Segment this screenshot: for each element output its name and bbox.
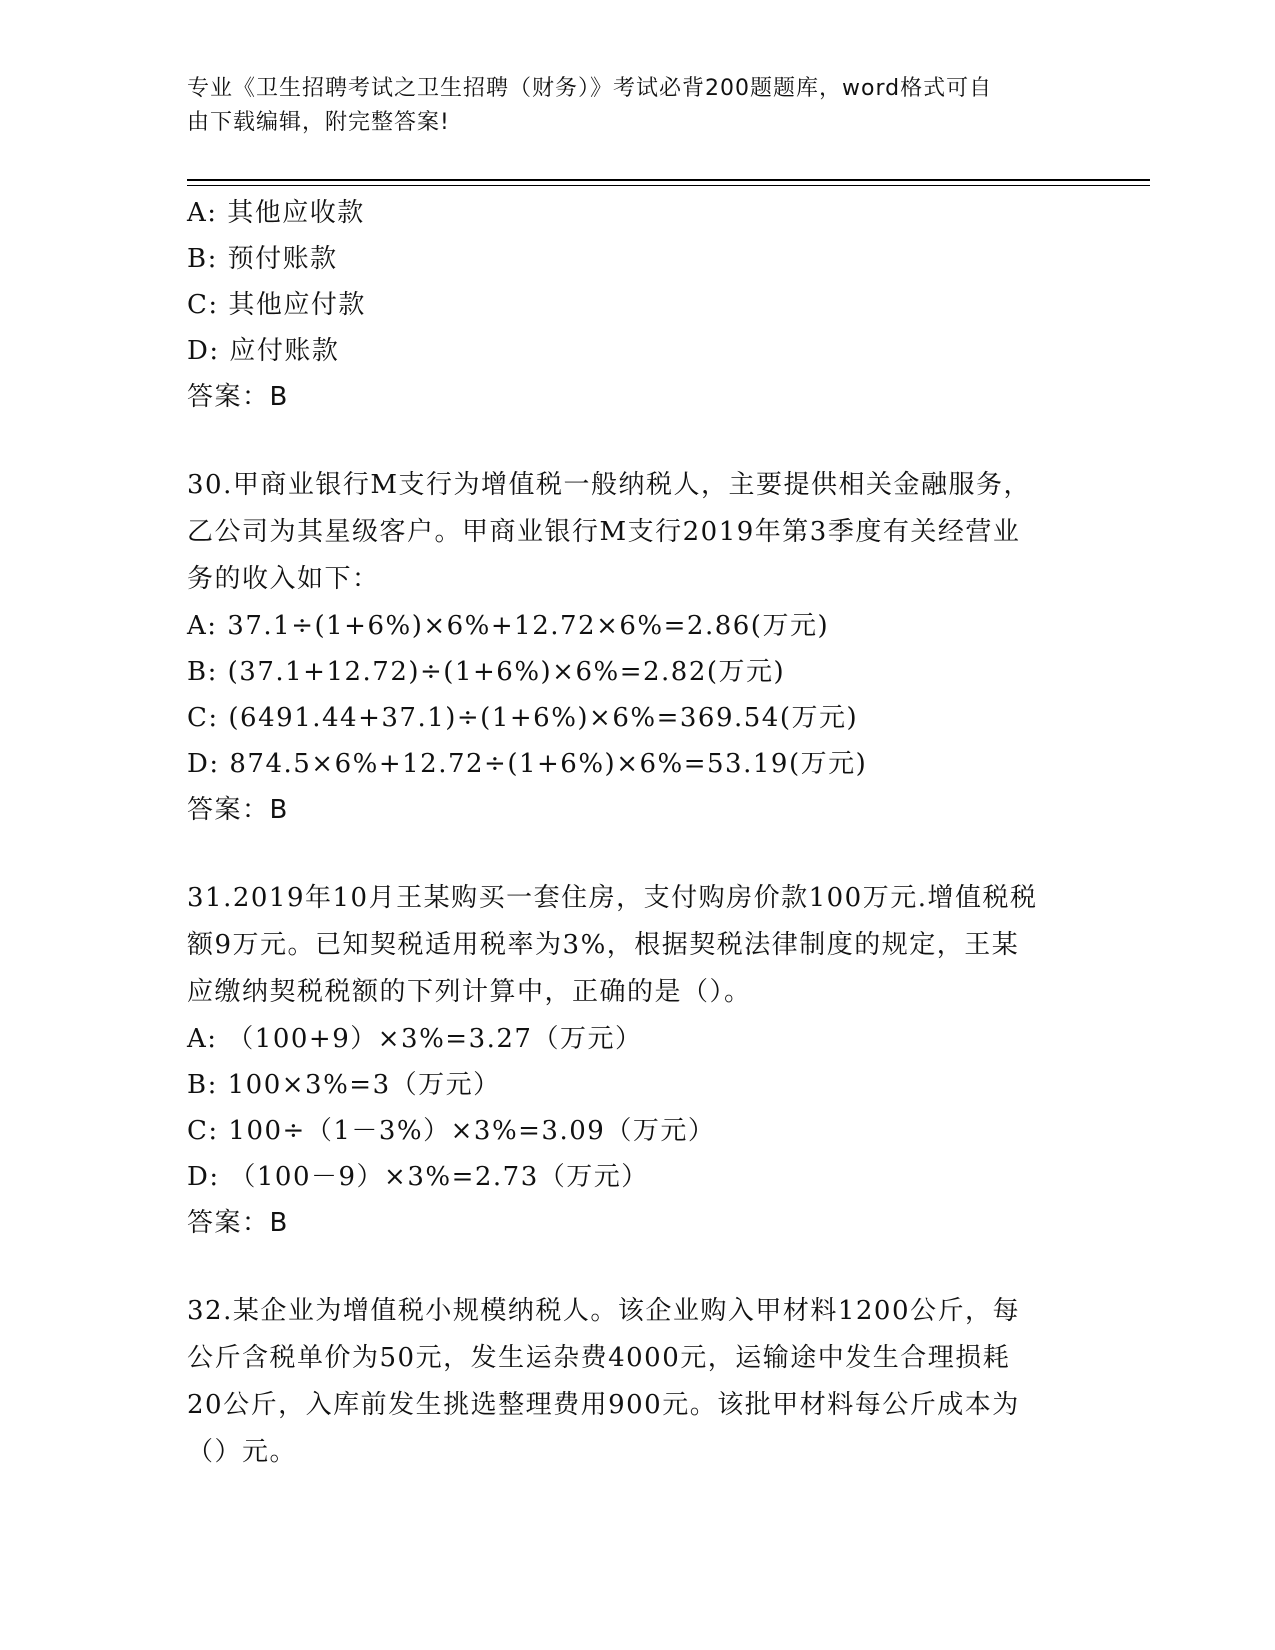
option-a: A: （100+9）×3%=3.27（万元） <box>187 1024 643 1054</box>
question-content <box>187 190 1087 1476</box>
answer: 答案：B <box>187 795 289 825</box>
spacer <box>187 1246 1087 1288</box>
question-stem-line: 31.2019年10月王某购买一套住房，支付购房价款100万元.增值税税 <box>187 883 1038 913</box>
spacer <box>187 833 1087 875</box>
question-30 <box>187 462 1087 833</box>
option-a: A: 其他应收款 <box>187 198 365 228</box>
question-stem-line: 务的收入如下： <box>187 564 380 594</box>
question-29 <box>187 190 1087 420</box>
question-stem-line: 30.甲商业银行M支行为增值税一般纳税人，主要提供相关金融服务， <box>187 470 1031 500</box>
header-rule-thick <box>187 179 1150 181</box>
option-c: C: 100÷（1－3%）×3%=3.09（万元） <box>187 1116 716 1146</box>
question-stem-line: 32.某企业为增值税小规模纳税人。该企业购入甲材料1200公斤，每 <box>187 1296 1021 1326</box>
question-31 <box>187 875 1087 1246</box>
option-b: B: 100×3%=3（万元） <box>187 1070 501 1100</box>
option-d: D: 874.5×6%+12.72÷(1+6%)×6%=53.19(万元) <box>187 749 868 779</box>
question-stem-line: 20公斤，入库前发生挑选整理费用900元。该批甲材料每公斤成本为 <box>187 1390 1020 1420</box>
option-d: D: （100－9）×3%=2.73（万元） <box>187 1162 649 1192</box>
option-c: C: (6491.44+37.1)÷(1+6%)×6%=369.54(万元) <box>187 703 859 733</box>
question-stem-line: 乙公司为其星级客户。甲商业银行M支行2019年第3季度有关经营业 <box>187 517 1021 547</box>
option-b: B: (37.1+12.72)÷(1+6%)×6%=2.82(万元) <box>187 657 786 687</box>
question-stem-line: 应缴纳契税税额的下列计算中，正确的是（）。 <box>187 977 752 1007</box>
header-line-1: 专业《卫生招聘考试之卫生招聘（财务）》考试必背200题题库，word格式可自 <box>187 76 993 101</box>
spacer <box>187 420 1087 462</box>
question-32 <box>187 1288 1087 1476</box>
document-header <box>187 72 1067 140</box>
option-c: C: 其他应付款 <box>187 290 366 320</box>
question-stem-line: 公斤含税单价为50元，发生运杂费4000元，运输途中发生合理损耗 <box>187 1343 1011 1373</box>
header-rule-thin <box>187 185 1150 186</box>
question-stem-line: （）元。 <box>187 1437 298 1467</box>
answer: 答案：B <box>187 1208 289 1238</box>
header-line-2: 由下载编辑，附完整答案! <box>187 110 450 135</box>
question-stem-line: 额9万元。已知契税适用税率为3%，根据契税法律制度的规定，王某 <box>187 930 1020 960</box>
option-d: D: 应付账款 <box>187 336 340 366</box>
answer: 答案：B <box>187 382 289 412</box>
option-b: B: 预付账款 <box>187 244 338 274</box>
option-a: A: 37.1÷(1+6%)×6%+12.72×6%=2.86(万元) <box>187 611 830 641</box>
